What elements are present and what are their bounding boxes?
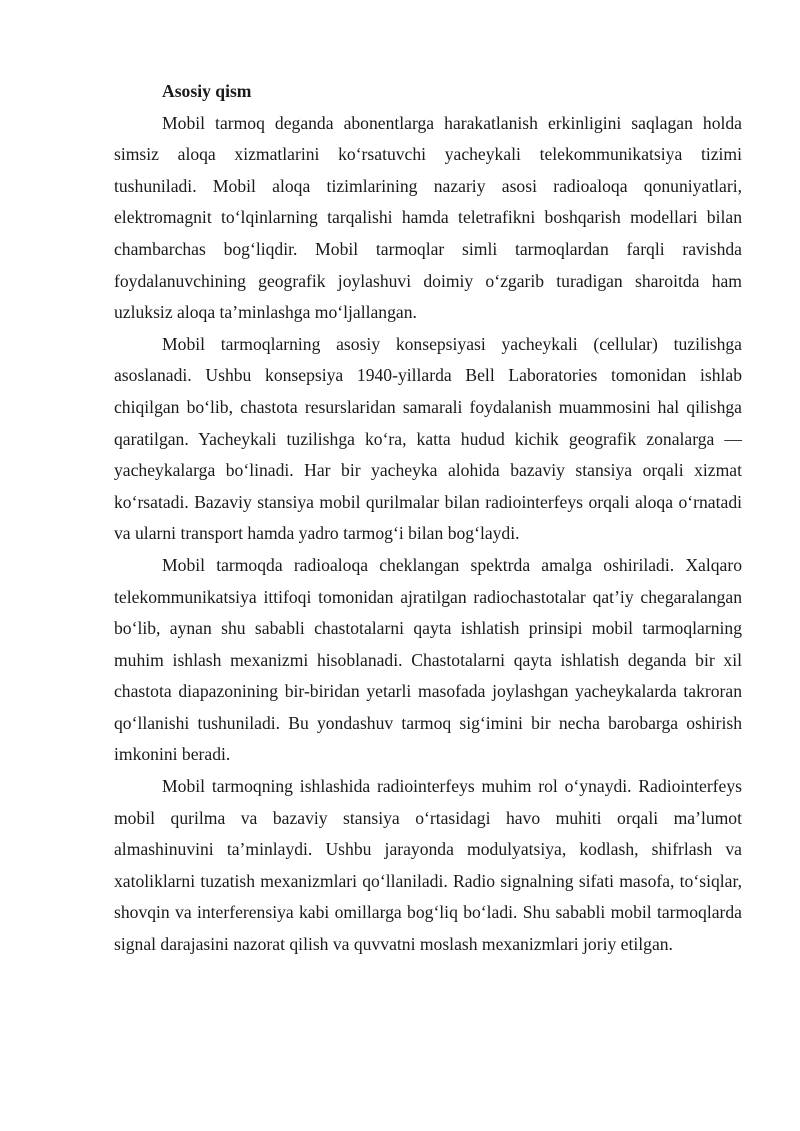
paragraph-3: Mobil tarmoqda radioaloqa cheklangan spektrda amalga oshiriladi. Xalqaro telekommunikatsiya ittifoqi tomonidan ajratilgan radiochastotalar qat’iy chegaralangan bo‘lib, aynan shu sababli chastotalarni qayta ishlatish prinsipi mobil tarmoqlarning muhim ishlash mexanizmi hisoblanadi. Chastotalarni qayta ishlatish deganda bir xil chastota diapazonining bir-biridan yetarli masofada joylashgan yacheykalarda takroran qo‘llanishi tushuniladi. Bu yondashuv tarmoq sig‘imini bir necha barobarga oshirish imkonini beradi. [114,554,742,765]
paragraph-1: Mobil tarmoq deganda abonentlarga harakatlanish erkinligini saqlagan holda simsiz aloqa xizmatlarini ko‘rsatuvchi yacheykali telekommunikatsiya tizimi tushuniladi. Mobil aloqa tizimlarining nazariy asosi radioaloqa qonuniyatlari, elektromagnit to‘lqinlarning tarqalishi hamda teletrafikni boshqarish modellari bilan chambarchas bog‘liqdir. Mobil tarmoqlar simli tarmoqlardan farqli ravishda foydalanuvchining geografik joylashuvi doimiy o‘zgarib turadigan sharoitda ham uzluksiz aloqa ta’minlashga mo‘ljallangan. [114,112,742,323]
document-body [114,76,742,961]
paragraph-2: Mobil tarmoqlarning asosiy konsepsiyasi yacheykali (cellular) tuzilishga asoslanadi. Ushbu konsepsiya 1940-yillarda Bell Laboratories tomonidan ishlab chiqilgan bo‘lib, chastota resurslaridan samarali foydalanish muammosini hal qilishga qaratilgan. Yacheykali tuzilishga ko‘ra, katta hudud kichik geografik zonalarga — yacheykalarga bo‘linadi. Har bir yacheyka alohida bazaviy stansiya orqali xizmat ko‘rsatadi. Bazaviy stansiya mobil qurilmalar bilan radiointerfeys orqali aloqa o‘rnatadi va ularni transport hamda yadro tarmog‘i bilan bog‘laydi. [114,333,742,544]
section-heading: Asosiy qism [162,81,252,101]
paragraph-4: Mobil tarmoqning ishlashida radiointerfeys muhim rol o‘ynaydi. Radiointerfeys mobil qurilma va bazaviy stansiya o‘rtasidagi havo muhiti orqali ma’lumot almashinuvini ta’minlaydi. Ushbu jarayonda modulyatsiya, kodlash, shifrlash va xatoliklarni tuzatish mexanizmlari qo‘llaniladi. Radio signalning sifati masofa, to‘siqlar, shovqin va interferensiya kabi omillarga bog‘liq bo‘ladi. Shu sababli mobil tarmoqlarda signal darajasini nazorat qilish va quvvatni moslash mexanizmlari joriy etilgan. [114,776,742,955]
